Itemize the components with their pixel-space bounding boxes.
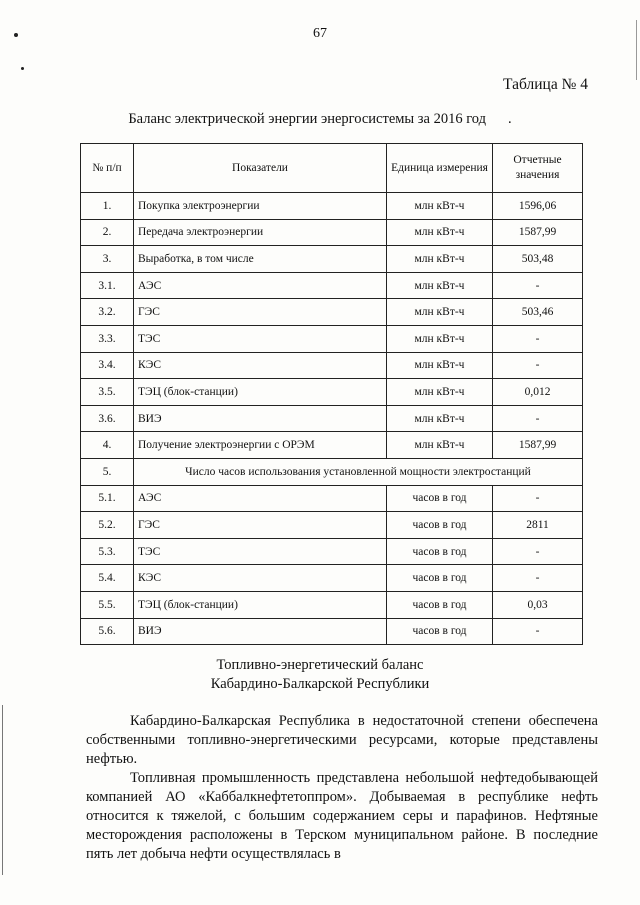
table-row [81,379,583,406]
row-unit: часов в год [387,538,493,565]
section-heading [0,656,640,694]
paragraph-1: Кабардино-Балкарская Республика в недостаточной степени обеспечена собственными топливно-энергетическими ресурсами, которые представлены нефтью. [86,713,598,767]
table-row [81,272,583,299]
row-unit: млн кВт-ч [387,272,493,299]
row-unit: млн кВт-ч [387,325,493,352]
table-row [81,405,583,432]
row-value: - [493,325,583,352]
row-indicator: АЭС [134,485,387,512]
row-unit: млн кВт-ч [387,379,493,406]
table-label: Таблица № 4 [503,76,588,93]
row-value: - [493,538,583,565]
page-number: 67 [313,26,327,41]
row-number: 3.2. [81,299,134,326]
row-value: 1587,99 [493,432,583,459]
row-unit: млн кВт-ч [387,405,493,432]
table-header-row [81,144,583,193]
row-number: 3.3. [81,325,134,352]
table-row [81,591,583,618]
row-unit: млн кВт-ч [387,299,493,326]
row-value: - [493,352,583,379]
table-row [81,485,583,512]
row-indicator: ГЭС [134,512,387,539]
table-title-trailing: . [508,111,512,127]
table-row [81,219,583,246]
row-unit: млн кВт-ч [387,193,493,220]
scan-dot-middle [21,67,24,70]
row-unit: часов в год [387,485,493,512]
row-indicator: ГЭС [134,299,387,326]
row-indicator: ТЭЦ (блок-станции) [134,379,387,406]
row-number: 5.2. [81,512,134,539]
row-value: - [493,405,583,432]
table-title-text: Баланс электрической энергии энергосистемы за 2016 год [128,111,487,127]
col-header-number: № п/п [81,144,134,193]
row-number: 3.5. [81,379,134,406]
row-value: - [493,485,583,512]
row-unit: млн кВт-ч [387,352,493,379]
paragraph-2: Топливная промышленность представлена небольшой нефтедобывающей компанией АО «Каббалкнефтетоппром». Добываемая в республике нефть относится к тяжелой, с большим содержанием серы и парафинов. Нефтяные месторождения расположены в Терском муниципальном районе. В последние пять лет добыча нефти осуществлялась в [86,770,598,862]
row-indicator: ТЭС [134,325,387,352]
row-value: 1587,99 [493,219,583,246]
body-text [86,712,598,864]
col-header-indicator: Показатели [134,144,387,193]
row-indicator: Передача электроэнергии [134,219,387,246]
table-row [81,432,583,459]
col-header-value: Отчетные значения [493,144,583,193]
table-row [81,299,583,326]
row-unit: млн кВт-ч [387,219,493,246]
row-number: 5.3. [81,538,134,565]
table-row [81,565,583,592]
row-indicator: Получение электроэнергии с ОРЭМ [134,432,387,459]
section-heading-line-1: Топливно-энергетический баланс [216,657,424,673]
row-unit: млн кВт-ч [387,246,493,273]
section-heading-line-2: Кабардино-Балкарской Республики [210,676,430,692]
row-value: 1596,06 [493,193,583,220]
row-number: 5.1. [81,485,134,512]
row-unit: часов в год [387,565,493,592]
row-value: 0,03 [493,591,583,618]
row-number: 5.5. [81,591,134,618]
row-value: - [493,618,583,645]
row-unit: часов в год [387,591,493,618]
row-value: 503,48 [493,246,583,273]
row-indicator: КЭС [134,352,387,379]
row-indicator: ВИЭ [134,618,387,645]
row-indicator: ТЭЦ (блок-станции) [134,591,387,618]
table-row [81,193,583,220]
row-value: - [493,272,583,299]
row-number: 3. [81,246,134,273]
row-number: 5. [81,458,134,485]
table-section-row [81,458,583,485]
row-unit: часов в год [387,618,493,645]
row-unit: млн кВт-ч [387,432,493,459]
table-row [81,246,583,273]
table-row [81,325,583,352]
row-indicator: Выработка, в том числе [134,246,387,273]
row-value: 503,46 [493,299,583,326]
row-number: 5.4. [81,565,134,592]
scan-edge-left [2,705,3,875]
table-title [0,111,640,128]
row-number: 3.6. [81,405,134,432]
energy-balance-table [80,143,583,645]
row-number: 1. [81,193,134,220]
table-row [81,352,583,379]
section-row-title: Число часов использования установленной мощности электростанций [134,458,583,485]
row-value: - [493,565,583,592]
row-indicator: Покупка электроэнергии [134,193,387,220]
col-header-unit: Единица измерения [387,144,493,193]
row-number: 3.4. [81,352,134,379]
row-unit: часов в год [387,512,493,539]
row-indicator: ВИЭ [134,405,387,432]
table-row [81,538,583,565]
row-indicator: АЭС [134,272,387,299]
row-indicator: ТЭС [134,538,387,565]
row-number: 3.1. [81,272,134,299]
row-indicator: КЭС [134,565,387,592]
table-row [81,618,583,645]
table-row [81,512,583,539]
row-value: 2811 [493,512,583,539]
row-value: 0,012 [493,379,583,406]
row-number: 5.6. [81,618,134,645]
row-number: 4. [81,432,134,459]
row-number: 2. [81,219,134,246]
